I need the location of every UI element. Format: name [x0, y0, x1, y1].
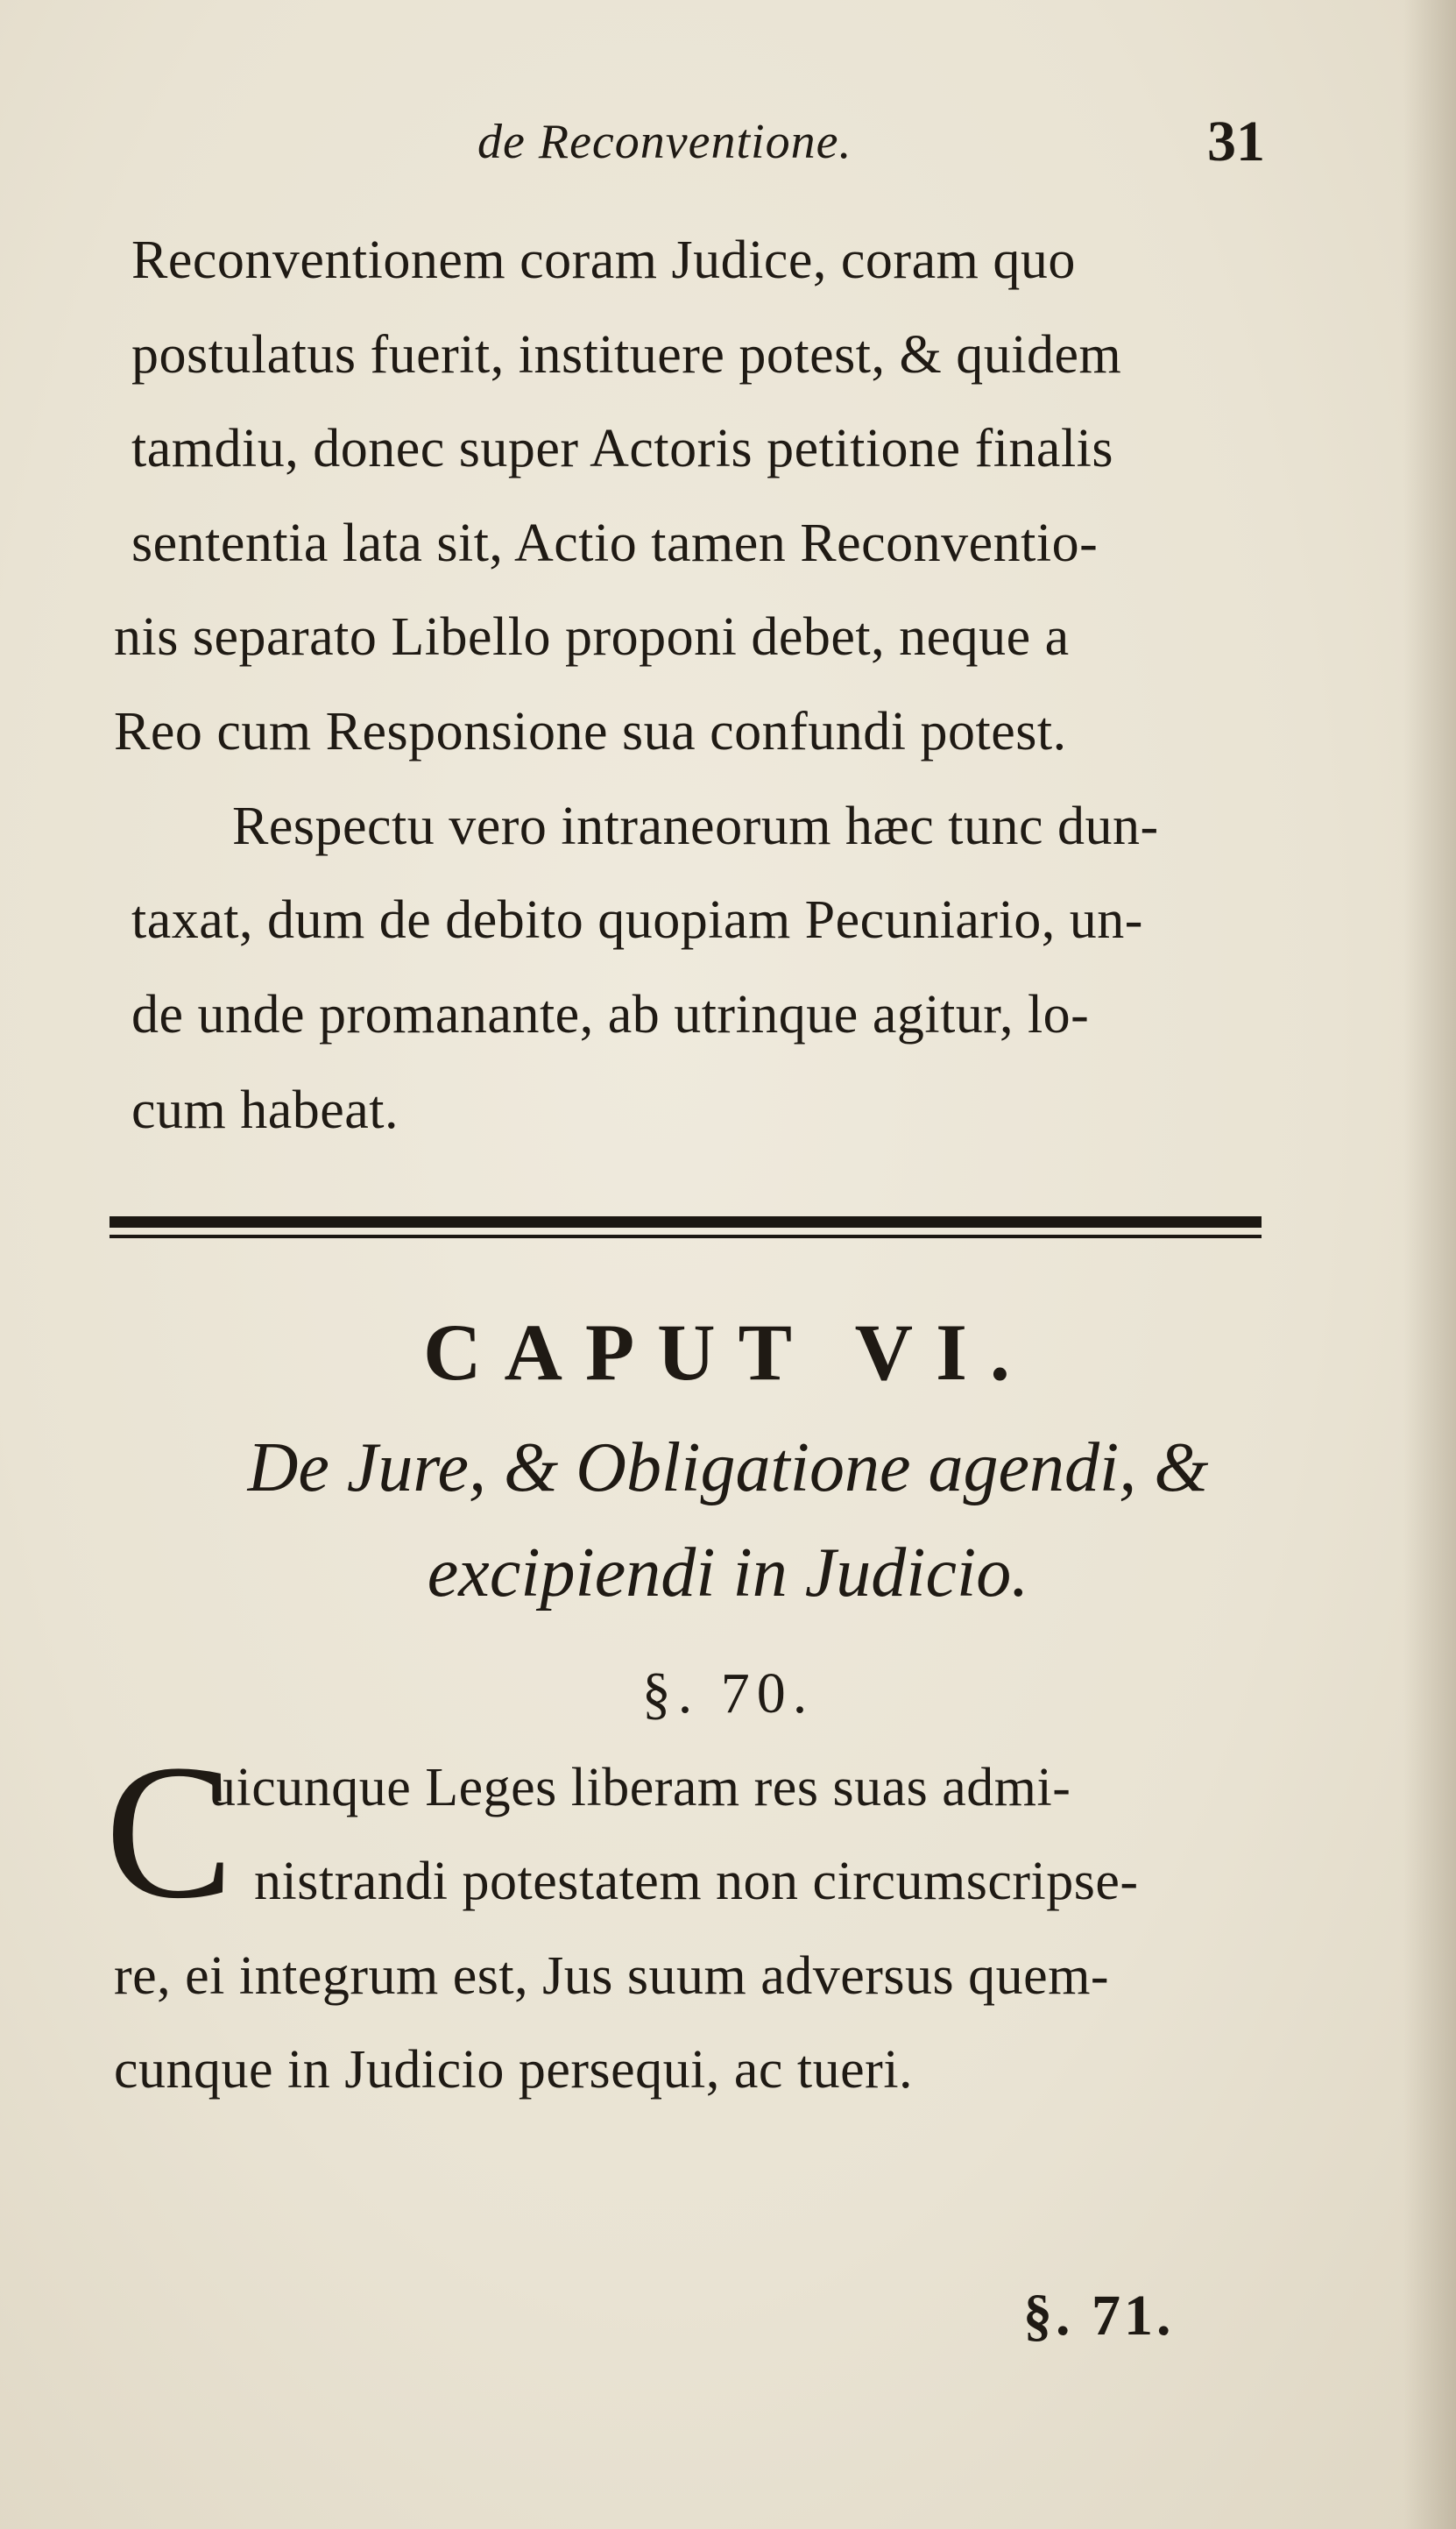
- body-line: taxat, dum de debito quopiam Pecuniario, un-: [131, 890, 1143, 950]
- page-number: 31: [1207, 110, 1265, 174]
- running-head: de Reconventione.: [477, 115, 852, 169]
- section-line: re, ei integrum est, Jus suum adversus quem-: [114, 1946, 1110, 2006]
- chapter-subtitle-line2: excipiendi in Judicio.: [427, 1534, 1029, 1612]
- chapter-subtitle-line1: De Jure, & Obligatione agendi, &: [247, 1429, 1209, 1506]
- page-gutter-shadow: [1403, 0, 1456, 2529]
- body-line: cum habeat.: [131, 1080, 399, 1140]
- body-line: Reconventionem coram Judice, coram quo: [131, 230, 1076, 290]
- section-line: uicunque Leges liberam res suas admi-: [209, 1758, 1071, 1817]
- section-number: §. 70.: [641, 1661, 815, 1725]
- body-line: nis separato Libello proponi debet, neque a: [114, 607, 1070, 667]
- body-line: de unde promanante, ab utrinque agitur, lo-: [131, 985, 1090, 1045]
- body-line: Respectu vero intraneorum hæc tunc dun-: [232, 797, 1159, 856]
- chapter-rule-thin: [110, 1235, 1262, 1238]
- section-line: nistrandi potestatem non circumscripse-: [254, 1852, 1139, 1911]
- body-line: Reo cum Responsione sua confundi potest.: [114, 702, 1067, 762]
- drop-cap: C: [105, 1725, 234, 1938]
- chapter-rule: [110, 1216, 1262, 1228]
- chapter-title: CAPUT VI.: [423, 1307, 1033, 1397]
- body-line: sententia lata sit, Actio tamen Reconventio-: [131, 514, 1099, 573]
- catchword: §. 71.: [1023, 2284, 1175, 2348]
- body-line: postulatus fuerit, instituere potest, & quidem: [131, 325, 1122, 385]
- section-line: cunque in Judicio persequi, ac tueri.: [114, 2040, 914, 2100]
- body-line: tamdiu, donec super Actoris petitione finalis: [131, 419, 1114, 478]
